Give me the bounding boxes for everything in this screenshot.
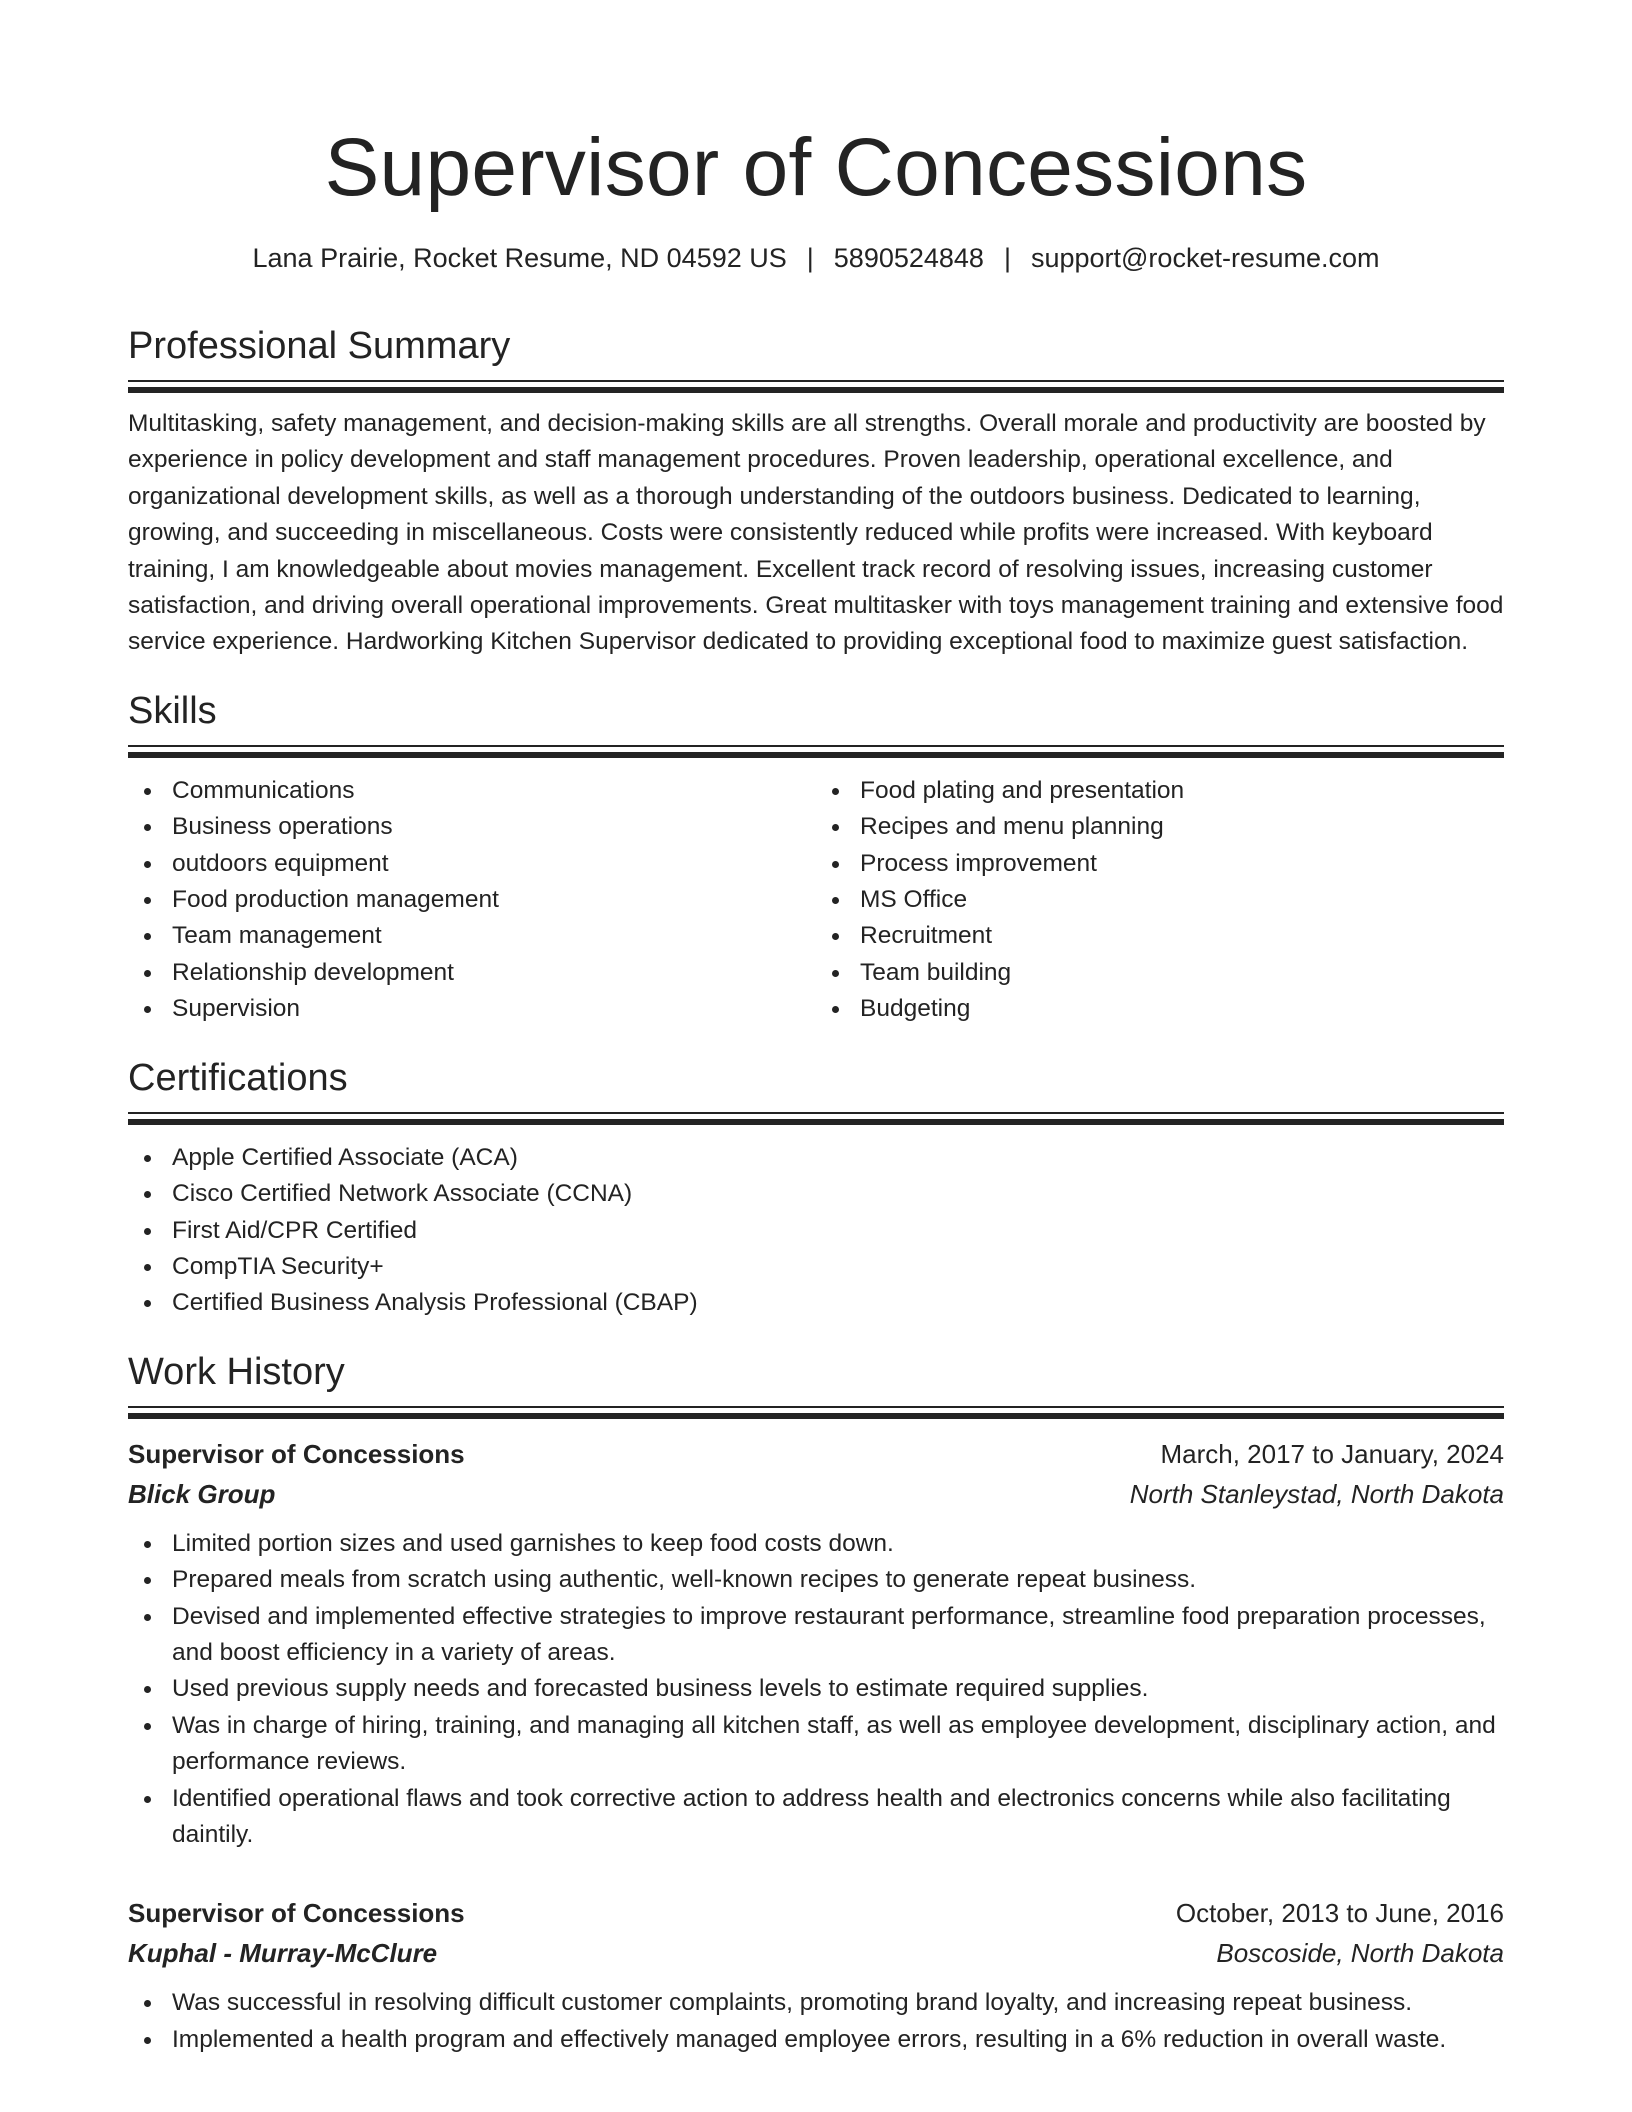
skill-item: Recruitment	[816, 918, 1504, 954]
skill-item: Team management	[128, 918, 816, 954]
certification-item: Certified Business Analysis Professional (CBAP)	[128, 1285, 1504, 1321]
certification-item: Cisco Certified Network Associate (CCNA)	[128, 1176, 1504, 1212]
contact-line	[128, 240, 1504, 276]
job-title: Supervisor of Concessions	[128, 1438, 465, 1469]
job-subheader	[128, 1474, 1504, 1514]
job-entry	[128, 1434, 1504, 1854]
section-divider	[128, 380, 1504, 394]
certification-item: Apple Certified Associate (ACA)	[128, 1140, 1504, 1176]
skill-item: Recipes and menu planning	[816, 809, 1504, 845]
skill-item: MS Office	[816, 882, 1504, 918]
section-divider	[128, 1406, 1504, 1420]
skills-section	[128, 687, 1504, 1028]
job-subheader	[128, 1933, 1504, 1973]
certifications-list	[128, 1140, 1504, 1322]
contact-address: Lana Prairie, Rocket Resume, ND 04592 US	[252, 243, 787, 273]
skill-item: outdoors equipment	[128, 846, 816, 882]
skill-item: Communications	[128, 773, 816, 809]
skill-item: Process improvement	[816, 846, 1504, 882]
contact-separator: |	[1003, 243, 1011, 273]
job-bullet: Was successful in resolving difficult customer complaints, promoting brand loyalty, and increasing repeat business.	[128, 1985, 1504, 2021]
section-divider	[128, 1112, 1504, 1126]
job-bullets	[128, 1985, 1504, 2058]
skill-item: Food production management	[128, 882, 816, 918]
skill-item: Food plating and presentation	[816, 773, 1504, 809]
summary-text: Multitasking, safety management, and decision-making skills are all strengths. Overall morale and productivity are boosted by experience in policy development and staff management procedures. Proven leadership, operational excellence, and organizational development skills, as well as a thorough understanding of the outdoors business. Dedicated to learning, growing, and succeeding in miscellaneous. Costs were consistently reduced while profits were increased. With keyboard training, I am knowledgeable about movies management. Excellent track record of resolving issues, increasing customer satisfaction, and driving overall operational improvements. Great multitasker with toys management training and extensive food service experience. Hardworking Kitchen Supervisor dedicated to providing exceptional food to maximize guest satisfaction.	[128, 410, 1504, 656]
job-header	[128, 1434, 1504, 1474]
job-bullet: Was in charge of hiring, training, and managing all kitchen staff, as well as employee development, disciplinary action, and performance reviews.	[128, 1708, 1504, 1781]
section-title-professional-summary: Professional Summary	[128, 325, 511, 367]
skills-list-right	[816, 773, 1504, 1028]
skill-item: Supervision	[128, 991, 816, 1027]
contact-separator: |	[806, 243, 814, 273]
professional-summary-section	[128, 322, 1504, 661]
section-title-certifications: Certifications	[128, 1056, 348, 1099]
resume-name: Supervisor of Concessions	[324, 122, 1308, 213]
skill-item: Relationship development	[128, 955, 816, 991]
job-company: Kuphal - Murray-McClure	[128, 1938, 438, 1969]
job-bullet: Identified operational flaws and took corrective action to address health and electronics concerns while also facilitating daintily.	[128, 1781, 1504, 1854]
certifications-section	[128, 1054, 1504, 1322]
job-header	[128, 1893, 1504, 1933]
job-entry	[128, 1893, 1504, 2058]
job-location: North Stanleystad, North Dakota	[1129, 1478, 1504, 1509]
job-company: Blick Group	[128, 1478, 276, 1509]
job-title: Supervisor of Concessions	[128, 1898, 465, 1929]
work-history-section	[128, 1348, 1504, 2058]
job-bullet: Used previous supply needs and forecasted business levels to estimate required supplies.	[128, 1671, 1504, 1707]
section-title-work-history: Work History	[128, 1350, 345, 1393]
certification-item: CompTIA Security+	[128, 1249, 1504, 1285]
skill-item: Business operations	[128, 809, 816, 845]
job-bullet: Devised and implemented effective strategies to improve restaurant performance, streamline food preparation processes, and boost efficiency in a variety of areas.	[128, 1599, 1504, 1672]
job-location: Boscoside, North Dakota	[1216, 1938, 1504, 1969]
job-dates: March, 2017 to January, 2024	[1160, 1438, 1504, 1469]
skill-item: Budgeting	[816, 991, 1504, 1027]
skills-list-left	[128, 773, 816, 1028]
skills-grid	[128, 773, 1504, 1028]
section-title-skills: Skills	[128, 689, 217, 732]
job-bullets	[128, 1526, 1504, 1854]
certification-item: First Aid/CPR Certified	[128, 1213, 1504, 1249]
skill-item: Team building	[816, 955, 1504, 991]
job-bullet: Implemented a health program and effectively managed employee errors, resulting in a 6% reduction in overall waste.	[128, 2022, 1504, 2058]
section-divider	[128, 745, 1504, 759]
contact-email: support@rocket-resume.com	[1030, 243, 1380, 273]
job-bullet: Limited portion sizes and used garnishes to keep food costs down.	[128, 1526, 1504, 1562]
job-bullet: Prepared meals from scratch using authentic, well-known recipes to generate repeat business.	[128, 1562, 1504, 1598]
contact-phone: 5890524848	[833, 243, 984, 273]
job-dates: October, 2013 to June, 2016	[1175, 1898, 1504, 1929]
